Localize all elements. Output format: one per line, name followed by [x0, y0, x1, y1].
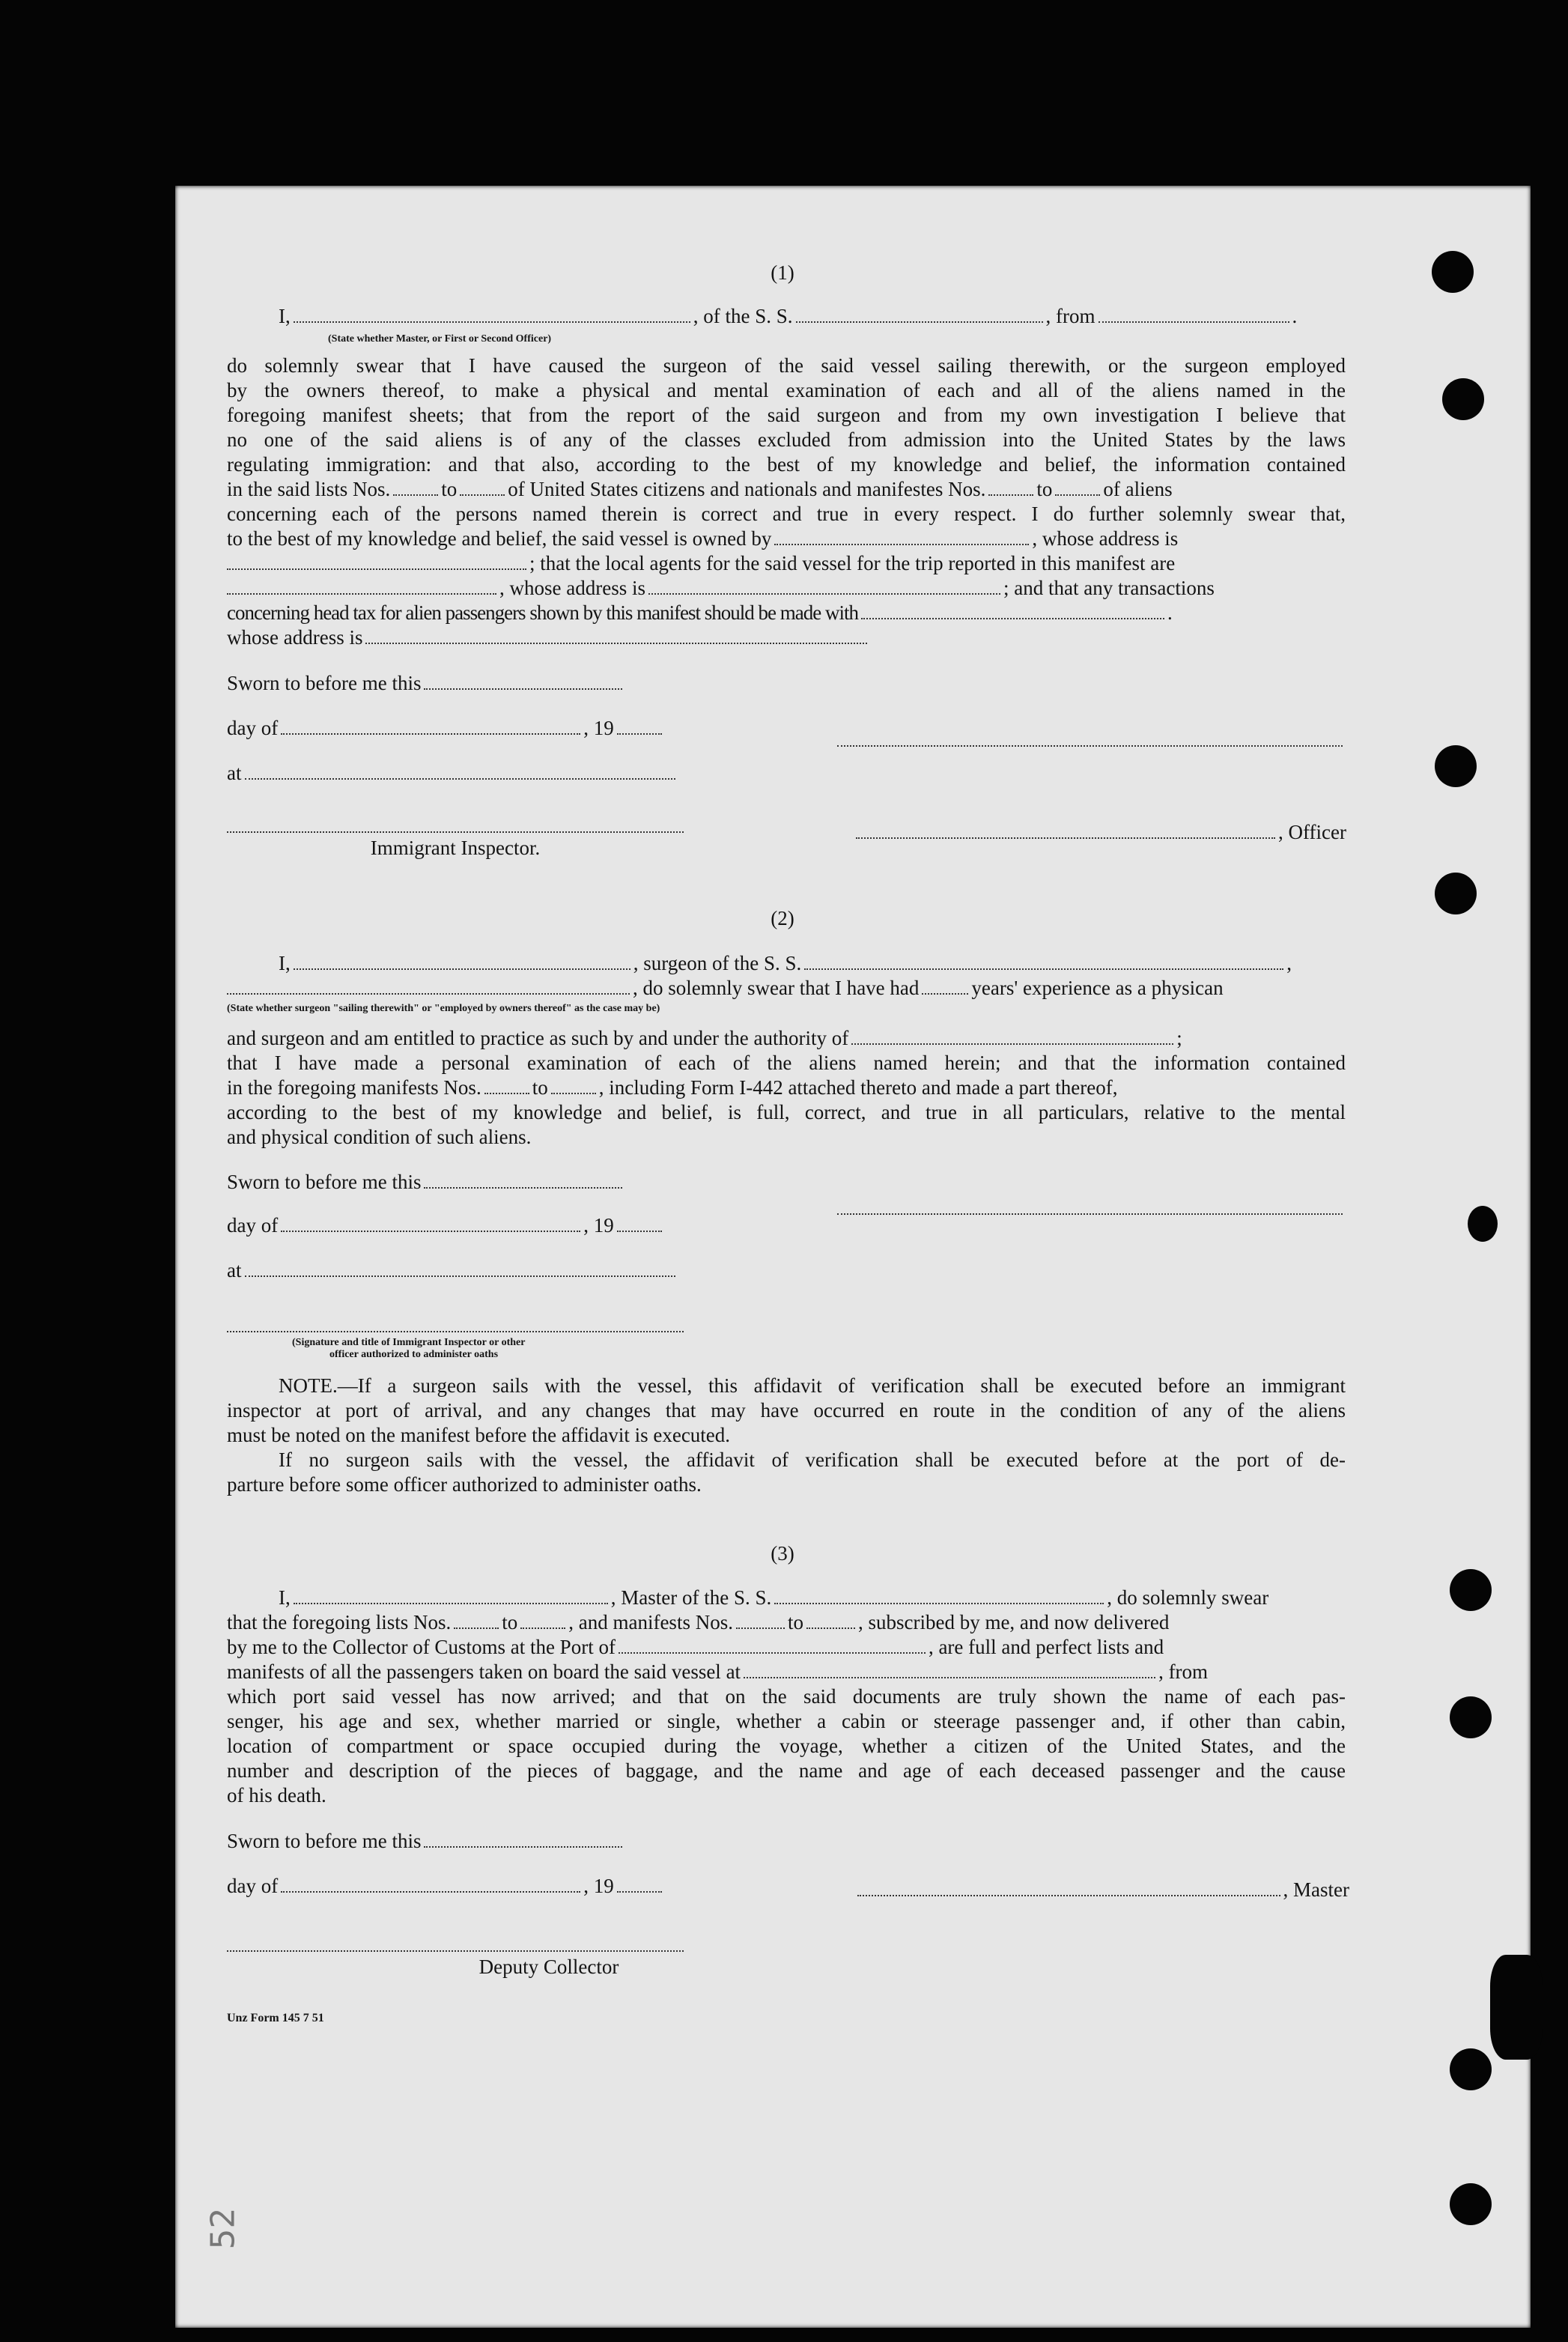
signature-note-2: officer authorized to administer oaths [329, 1349, 499, 1360]
punch-hole [1450, 1696, 1492, 1738]
list-no-from-field[interactable] [393, 478, 438, 496]
affidavit1-line1: I, , of the S. S. , from . [279, 305, 1298, 327]
affidavit2-authority-line: and surgeon and am entitled to practice as such by and under the authority of ; [227, 1027, 1182, 1049]
authority-field[interactable] [851, 1027, 1173, 1045]
affidavit3-body: number and description of the pieces of baggage, and the name and age of each deceased passenger and the cause [227, 1759, 1346, 1782]
years-experience-field[interactable] [922, 977, 968, 995]
note-text: If no surgeon sails with the vessel, the affidavit of verification shall be executed before at the port of de- [279, 1448, 1346, 1471]
day-of-line: day of , 19 [227, 716, 665, 741]
officer-line: , Officer [837, 820, 1346, 845]
surgeon-state-note: (State whether surgeon "sailing therewith" or "employed by owners thereof" as the case may be) [227, 1003, 660, 1014]
boarding-port-field[interactable] [744, 1660, 1155, 1678]
sworn-date-field-3[interactable] [424, 1830, 622, 1848]
at-line-2: at [227, 1258, 678, 1283]
sworn-date-field[interactable] [424, 672, 622, 690]
manifest-to-field[interactable] [551, 1076, 596, 1094]
surgeon-status-field[interactable] [227, 977, 630, 995]
note-text: parture before some officer authorized to administer oaths. [227, 1473, 702, 1496]
state-note: (State whether Master, or First or Second Officer) [328, 333, 552, 345]
year-field-3[interactable] [617, 1875, 662, 1893]
signature-note-1: (Signature and title of Immigrant Inspector or other [292, 1337, 526, 1348]
master-line: , Master [837, 1878, 1349, 1902]
manifest-no-to-field[interactable] [1055, 478, 1100, 496]
officer-signature-line-1[interactable] [837, 730, 1343, 747]
from-port-field[interactable] [1098, 305, 1289, 323]
margin-number: 52 [204, 2207, 243, 2250]
headtax-address-field[interactable] [365, 626, 867, 644]
officer-signature-field[interactable] [856, 821, 1275, 839]
affidavit3-line1: I, , Master of the S. S. , do solemnly swear [279, 1586, 1269, 1609]
sworn-line-3: Sworn to before me this [227, 1829, 625, 1854]
at-place-field[interactable] [245, 762, 675, 780]
note-text: inspector at port of arrival, and any changes that may have occurred en route in the condition of any of the aliens [227, 1399, 1346, 1422]
affidavit1-headtax-line: concerning head tax for alien passengers shown by this manifest should be made with . [227, 601, 1173, 624]
affidavit1-body: regulating immigration: and that also, according to the best of my knowledge and belief, the information contained [227, 453, 1346, 476]
form-id: Unz Form 145 7 51 [227, 2012, 324, 2024]
affidavit1-agents-line: ; that the local agents for the said vessel for the trip reported in this manifest are [227, 551, 1346, 576]
affidavit1-owner-line: to the best of my knowledge and belief, the said vessel is owned by , whose address is [227, 527, 1179, 550]
inspector-label: Immigrant Inspector. [370, 837, 541, 859]
surgeon-vessel-field[interactable] [804, 952, 1283, 970]
list-from-field-3[interactable] [454, 1611, 499, 1629]
affidavit1-body: no one of the said aliens is of any of the classes excluded from admission into the United States by the laws [227, 428, 1346, 451]
day-of-line-2: day of , 19 [227, 1213, 665, 1238]
affidavit1-body: concerning each of the persons named therein is correct and true in every respect. I do further solemnly swear that, [227, 503, 1346, 525]
month-field-3[interactable] [281, 1875, 580, 1893]
affidavit3-body: which port said vessel has now arrived; and that on the said documents are truly shown the name of each pas- [227, 1685, 1346, 1708]
agents-address-field[interactable] [648, 577, 1000, 595]
day-of-line-3: day of , 19 [227, 1874, 665, 1899]
headtax-contact-field[interactable] [861, 601, 1164, 619]
punch-hole [1435, 873, 1477, 914]
affidavit2-body: and physical condition of such aliens. [227, 1126, 532, 1148]
officer-title-field[interactable] [294, 305, 690, 323]
punch-hole [1450, 1569, 1492, 1611]
sworn-line: Sworn to before me this [227, 671, 625, 696]
section-3-heading: (3) [771, 1542, 794, 1565]
at-place-field-2[interactable] [245, 1259, 675, 1277]
section-1-heading: (1) [771, 261, 794, 284]
manifest-to-field-3[interactable] [806, 1611, 855, 1629]
agents-field[interactable] [227, 577, 496, 595]
affidavit2-manifests-line: in the foregoing manifests Nos. to , including Form I-442 attached thereto and made a part thereof, [227, 1076, 1118, 1099]
punch-hole [1435, 745, 1477, 787]
surgeon-name-field[interactable] [294, 952, 630, 970]
punch-hole [1450, 2048, 1492, 2090]
manifest-from-field[interactable] [484, 1076, 529, 1094]
note-text: NOTE.—If a surgeon sails with the vessel, this affidavit of verification shall be executed before an immigrant [279, 1374, 1346, 1397]
affidavit2-line1: I, , surgeon of the S. S. , [279, 952, 1292, 974]
affidavit1-lists-line: in the said lists Nos. to of United States citizens and nationals and manifestes Nos. to of aliens [227, 478, 1173, 500]
affidavit1-body: foregoing manifest sheets; that from the report of the said surgeon and from my own investigation I believe that [227, 404, 1346, 426]
collector-signature-line[interactable] [227, 1935, 684, 1952]
surgeon-signature-line[interactable] [837, 1198, 1343, 1215]
affidavit1-body: do solemnly swear that I have caused the surgeon of the said vessel sailing therewith, or the surgeon employed [227, 354, 1346, 377]
affidavit2-body: that I have made a personal examination of each of the aliens named herein; and that the information contained [227, 1052, 1346, 1074]
sworn-date-field-2[interactable] [424, 1171, 622, 1189]
master-vessel-field[interactable] [774, 1586, 1104, 1604]
master-name-field[interactable] [294, 1586, 608, 1604]
year-field-2[interactable] [617, 1214, 662, 1232]
inspector-signature-line[interactable] [227, 816, 684, 833]
year-field[interactable] [617, 717, 662, 735]
month-field-2[interactable] [281, 1214, 580, 1232]
punch-hole [1468, 1206, 1498, 1242]
affidavit2-body: according to the best of my knowledge and belief, is full, correct, and true in all particulars, relative to the mental [227, 1101, 1346, 1123]
owner-field[interactable] [774, 527, 1029, 545]
section-2-heading: (2) [771, 907, 794, 929]
affidavit1-body: by the owners thereof, to make a physical and mental examination of each and all of the aliens named in the [227, 379, 1346, 401]
punch-hole [1432, 251, 1474, 293]
deputy-collector-label: Deputy Collector [478, 1956, 619, 1978]
list-to-field-3[interactable] [520, 1611, 565, 1629]
collector-port-field[interactable] [619, 1636, 926, 1654]
affidavit1-agent-address-line: , whose address is ; and that any transactions [227, 576, 1346, 601]
affidavit1-address-line: whose address is [227, 625, 1346, 650]
punch-hole [1442, 378, 1484, 420]
affidavit3-body: senger, his age and sex, whether married or single, whether a cabin or steerage passenger and, if other than cabin, [227, 1710, 1346, 1732]
affidavit3-boarding-line: manifests of all the passengers taken on board the said vessel at , from [227, 1660, 1209, 1683]
owner-address-field[interactable] [227, 552, 526, 570]
master-signature-field[interactable] [857, 1878, 1280, 1896]
affidavit3-port-line: by me to the Collector of Customs at the Port of , are full and perfect lists and [227, 1636, 1164, 1658]
punch-hole [1490, 1955, 1543, 2060]
list-no-to-field[interactable] [460, 478, 505, 496]
manifest-from-field-3[interactable] [736, 1611, 785, 1629]
affidavit3-lists-line: that the foregoing lists Nos. to , and manifests Nos. to , subscribed by me, and now delivered [227, 1611, 1170, 1633]
vessel-name-field[interactable] [796, 305, 1043, 323]
month-field[interactable] [281, 717, 580, 735]
note-text: must be noted on the manifest before the affidavit is executed. [227, 1424, 731, 1446]
inspector-signature-line-2[interactable] [227, 1316, 684, 1332]
at-line: at [227, 761, 678, 786]
affidavit3-body: location of compartment or space occupied during the voyage, whether a citizen of the United States, and the [227, 1735, 1346, 1757]
manifest-no-from-field[interactable] [988, 478, 1033, 496]
punch-hole [1450, 2183, 1492, 2225]
affidavit3-body: of his death. [227, 1784, 326, 1806]
affidavit2-line2: , do solemnly swear that I have had years' experience as a physican [227, 976, 1346, 1001]
sworn-line-2: Sworn to before me this [227, 1170, 625, 1195]
